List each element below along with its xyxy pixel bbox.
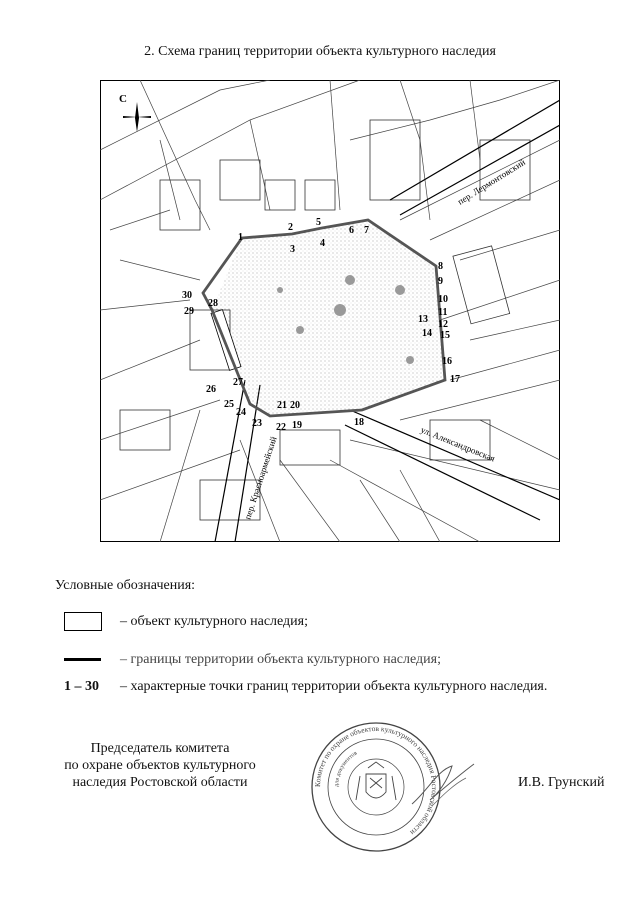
- point-15: 15: [440, 330, 450, 341]
- legend-points-text: – характерные точки границ территории объекта культурного наследия.: [120, 679, 548, 694]
- position-line-3: наследия Ростовской области: [72, 775, 248, 790]
- point-12: 12: [438, 319, 448, 330]
- point-23: 23: [252, 418, 262, 429]
- position-line-2: по охране объектов культурного: [64, 758, 256, 773]
- point-10: 10: [438, 294, 448, 305]
- legend-object-swatch: [64, 612, 102, 631]
- legend-object-text: – объект культурного наследия;: [120, 614, 308, 629]
- point-24: 24: [236, 407, 246, 418]
- point-8: 8: [438, 261, 443, 272]
- point-7: 7: [364, 225, 369, 236]
- street-label-krasnoarmeysky: пер. Красноармейский: [242, 435, 279, 521]
- page-title: 2. Схема границ территории объекта культурного наследия: [144, 44, 496, 59]
- point-25: 25: [224, 399, 234, 410]
- point-17: 17: [450, 374, 460, 385]
- street-label-alexandrovskaya: ул. Александровская: [419, 424, 497, 464]
- north-label: С: [119, 93, 127, 105]
- point-9: 9: [438, 276, 443, 287]
- point-5: 5: [316, 217, 321, 228]
- cadastral-map: [100, 80, 560, 542]
- seal-emblem: [356, 762, 396, 800]
- point-19: 19: [292, 420, 302, 431]
- point-1: 1: [238, 232, 243, 243]
- point-16: 16: [442, 356, 452, 367]
- point-27: 27: [233, 377, 243, 388]
- point-13: 13: [418, 314, 428, 325]
- point-6: 6: [349, 225, 354, 236]
- point-29: 29: [184, 306, 194, 317]
- point-11: 11: [438, 307, 448, 318]
- seal-outer-text: Комитет по охране объектов культурного наследия Ростовской области: [312, 723, 440, 838]
- point-28: 28: [208, 298, 218, 309]
- point-21: 21: [277, 400, 287, 411]
- legend-heading: Условные обозначения:: [55, 578, 196, 593]
- point-3: 3: [290, 244, 295, 255]
- street-label-lermontovsky: пер. Лермонтовский: [455, 157, 527, 207]
- legend-boundary-swatch: [64, 658, 101, 661]
- signatory-name: И.В. Грунский: [518, 775, 605, 790]
- position-line-1: Председатель комитета: [90, 741, 230, 756]
- seal-inner-text: для документов: [333, 750, 359, 788]
- point-4: 4: [320, 238, 325, 249]
- point-18: 18: [354, 417, 364, 428]
- signatory-position: [40, 740, 280, 791]
- point-2: 2: [288, 222, 293, 233]
- legend-points-range: 1 – 30: [64, 679, 99, 694]
- point-30: 30: [182, 290, 192, 301]
- point-22: 22: [276, 422, 286, 433]
- handwritten-signature: [408, 760, 478, 810]
- point-20: 20: [290, 400, 300, 411]
- legend-boundary-text: – границы территории объекта культурного наследия;: [120, 652, 441, 667]
- point-14: 14: [422, 328, 432, 339]
- point-26: 26: [206, 384, 216, 395]
